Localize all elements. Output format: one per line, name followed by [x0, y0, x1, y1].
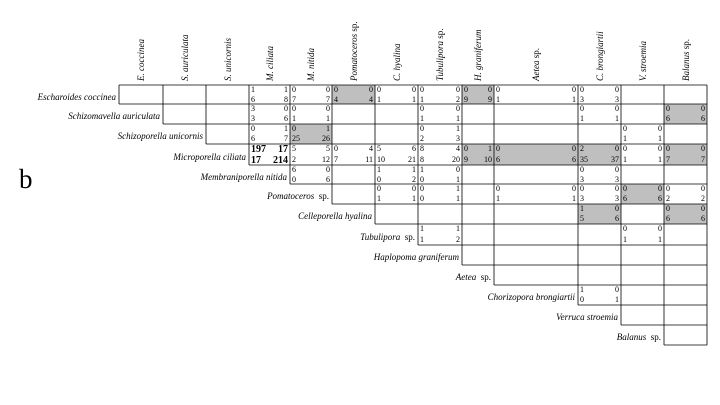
column-header — [473, 30, 483, 82]
cell-value: 1 — [456, 174, 460, 184]
cell-value: 9 — [464, 94, 468, 104]
cell-value: 6 — [572, 154, 576, 164]
cell-value: 0 — [658, 224, 662, 233]
cell-value: 0 — [292, 85, 296, 94]
column-header — [136, 39, 146, 81]
cell-value: 0 — [292, 104, 296, 113]
cell-value: 3 — [615, 194, 619, 203]
cell-value: 3 — [580, 94, 584, 104]
cell-value: 0 — [580, 85, 584, 94]
cell-value: 0 — [666, 144, 670, 153]
column-header-name: Balanus — [680, 51, 691, 81]
row-header-name: Aetea — [455, 272, 477, 282]
cell-value: 8 — [284, 94, 288, 104]
cell-value: 0 — [496, 184, 500, 193]
cell-value: 6 — [412, 144, 416, 153]
cell-value: 35 — [580, 154, 588, 164]
cell-value: 0 — [615, 165, 619, 174]
cell-value: 1 — [284, 124, 288, 133]
cell-value: 6 — [701, 214, 705, 223]
row-header-name: Chorizopora brongiartii — [487, 292, 575, 302]
cell-value: 4 — [369, 94, 373, 104]
column-header-name: S. auriculata — [179, 34, 190, 81]
row-header — [267, 191, 329, 201]
cell-value: 1 — [580, 114, 584, 123]
cell-value: 26 — [322, 134, 330, 143]
cell-value: 20 — [452, 154, 460, 164]
cell-value: 0 — [456, 104, 460, 113]
cell-value: 0 — [658, 184, 662, 193]
cell-value: 0 — [292, 124, 296, 133]
cell-value: 4 — [369, 144, 373, 153]
row-header-name: Microporella ciliata — [173, 151, 246, 162]
row-header-name: Celleporella hyalina — [298, 211, 372, 221]
column-header — [681, 39, 691, 81]
cell-value: 1 — [623, 234, 627, 244]
cell-value: 214 — [273, 154, 288, 166]
cell-value: 25 — [292, 134, 300, 143]
cell-value: 0 — [572, 85, 576, 94]
cell-value: 2 — [412, 174, 416, 184]
row-header — [201, 172, 287, 182]
cell-value: 0 — [580, 165, 584, 174]
cell-value: 0 — [572, 144, 576, 153]
cell-value: 5 — [292, 144, 296, 153]
row-header — [173, 152, 246, 162]
cell-value: 0 — [420, 174, 424, 184]
cell-value: 2 — [666, 194, 670, 203]
row-header-suffix: sp. — [400, 231, 415, 242]
column-header — [638, 41, 648, 81]
cell-value: 0 — [377, 184, 381, 193]
cell-value: 0 — [572, 184, 576, 193]
cell-value: 0 — [456, 165, 460, 174]
cell-value: 0 — [251, 124, 255, 133]
cell-value: 1 — [377, 165, 381, 174]
cell-value: 5 — [326, 144, 330, 153]
cell-value: 7 — [284, 134, 288, 143]
cell-value: 7 — [701, 154, 705, 164]
cell-value: 3 — [580, 174, 584, 184]
column-header — [435, 28, 445, 81]
cell-value: 0 — [580, 295, 584, 304]
column-header-suffix: sp. — [531, 47, 541, 61]
row-header-suffix: sp. — [646, 332, 661, 342]
cell-value: 7 — [326, 94, 330, 104]
cell-value: 0 — [658, 124, 662, 133]
cell-value: 0 — [615, 184, 619, 193]
cell-value: 0 — [701, 184, 705, 193]
cell-value: 0 — [658, 144, 662, 153]
cell-value: 5 — [377, 144, 381, 153]
cell-value: 0 — [420, 124, 424, 133]
cell-value: 0 — [615, 85, 619, 94]
cell-value: 1 — [326, 124, 330, 133]
column-header-name: Aetea — [531, 60, 541, 81]
cell-value: 2 — [292, 154, 296, 164]
cell-value: 1 — [488, 144, 492, 153]
cell-value: 7 — [334, 154, 338, 164]
cell-value: 3 — [251, 104, 255, 113]
cell-value: 0 — [615, 285, 619, 294]
cell-value: 1 — [412, 165, 416, 174]
cell-value: 6 — [666, 214, 670, 223]
cell-value: 1 — [572, 94, 576, 104]
row-header-suffix: sp. — [476, 272, 491, 282]
cell-value: 1 — [615, 295, 619, 304]
cell-value: 0 — [412, 184, 416, 193]
cell-value: 1 — [456, 114, 460, 123]
cell-value: 0 — [615, 144, 619, 153]
cell-value: 197 — [251, 144, 266, 155]
cell-value: 3 — [456, 134, 460, 143]
cell-value: 6 — [615, 214, 619, 223]
row-header — [456, 272, 491, 282]
cell-value: 0 — [284, 104, 288, 113]
cell-value: 6 — [623, 194, 627, 203]
cell-value: 0 — [377, 85, 381, 94]
cell-value: 0 — [701, 104, 705, 113]
row-header — [374, 252, 459, 262]
cell-value: 0 — [701, 204, 705, 213]
cell-value: 1 — [496, 194, 500, 203]
cell-value: 6 — [251, 94, 255, 104]
cell-value: 2 — [456, 234, 460, 244]
cell-value: 37 — [611, 154, 619, 164]
cell-value: 1 — [615, 114, 619, 123]
cell-value: 6 — [666, 114, 670, 123]
cell-value: 0 — [412, 85, 416, 94]
cell-value: 1 — [420, 224, 424, 233]
cell-value: 2 — [701, 194, 705, 203]
cell-value: 6 — [326, 174, 330, 184]
cell-value: 1 — [456, 224, 460, 233]
cell-value: 0 — [334, 144, 338, 153]
cell-value: 1 — [456, 184, 460, 193]
row-header-name: Escharoides coccinea — [37, 91, 116, 102]
column-header-name: S. unicornis — [222, 37, 233, 81]
cell-value: 0 — [488, 85, 492, 94]
cell-value: 0 — [377, 174, 381, 184]
row-header — [298, 211, 372, 221]
cell-value: 1 — [420, 234, 424, 244]
cell-value: 6 — [284, 114, 288, 123]
cell-value: 8 — [420, 144, 424, 153]
column-header — [531, 48, 541, 81]
cell-value: 17 — [251, 154, 261, 166]
cell-value: 0 — [496, 144, 500, 153]
cell-value: 9 — [464, 154, 468, 164]
row-header-name: Schizomavella auriculata — [68, 111, 160, 121]
cell-value: 6 — [658, 194, 662, 203]
row-header-name: Tubulipora — [360, 231, 401, 242]
column-header-name: Pomatoceros — [348, 33, 359, 81]
cell-value: 0 — [615, 204, 619, 213]
cell-value: 0 — [623, 144, 627, 153]
cell-value: 0 — [464, 144, 468, 153]
cell-value: 0 — [334, 85, 338, 94]
cell-value: 0 — [420, 194, 424, 203]
cell-value: 5 — [580, 214, 584, 223]
row-header-name: Verruca stroemia — [556, 312, 618, 322]
column-header — [265, 46, 275, 81]
column-header-name: C. hyalina — [391, 43, 402, 81]
column-header-suffix: sp. — [680, 38, 691, 52]
cell-value: 1 — [456, 194, 460, 203]
cell-value: 1 — [420, 165, 424, 174]
cell-value: 1 — [658, 154, 662, 164]
cell-value: 1 — [377, 194, 381, 203]
cell-value: 3 — [615, 174, 619, 184]
cell-value: 0 — [464, 85, 468, 94]
cell-value: 0 — [623, 124, 627, 133]
cell-value: 0 — [666, 104, 670, 113]
row-header — [488, 292, 575, 302]
row-header-name: Membraniporella nitida — [200, 171, 287, 182]
cell-value: 4 — [334, 94, 338, 104]
cell-value: 4 — [456, 144, 460, 153]
cell-value: 0 — [666, 184, 670, 193]
cell-value: 8 — [420, 154, 424, 164]
row-header-name: Haplopoma graniferum — [373, 252, 459, 262]
cell-value: 10 — [484, 154, 492, 164]
row-header-suffix: sp. — [314, 191, 329, 201]
column-header-name: Tubulipora — [435, 40, 445, 81]
cell-value: 3 — [580, 194, 584, 203]
column-header — [349, 21, 359, 81]
cell-value: 1 — [658, 134, 662, 143]
cell-value: 1 — [326, 114, 330, 123]
column-header-suffix: sp. — [348, 21, 359, 34]
cell-value: 1 — [420, 94, 424, 104]
cell-value: 6 — [496, 154, 500, 164]
cell-value: 10 — [377, 154, 385, 164]
cell-value: 6 — [701, 114, 705, 123]
cell-value: 0 — [580, 184, 584, 193]
column-header-name: M. ciliata — [264, 46, 275, 81]
cell-value: 7 — [292, 94, 296, 104]
column-header — [180, 35, 190, 82]
cell-value: 1 — [496, 94, 500, 104]
cell-value: 0 — [326, 85, 330, 94]
row-header-name: Schizoporella unicornis — [117, 131, 203, 141]
column-header-suffix: sp. — [435, 28, 445, 41]
panel-label: b — [19, 164, 33, 194]
cell-value: 0 — [420, 85, 424, 94]
cell-value: 1 — [580, 204, 584, 213]
cell-value: 11 — [365, 154, 373, 164]
cell-value: 1 — [412, 94, 416, 104]
cell-value: 1 — [284, 85, 288, 94]
cell-value: 0 — [369, 85, 373, 94]
cell-value: 0 — [326, 104, 330, 113]
shaded-cell — [494, 144, 578, 165]
cell-value: 1 — [623, 154, 627, 164]
cell-value: 1 — [456, 124, 460, 133]
cell-value: 2 — [580, 144, 584, 153]
cell-value: 2 — [456, 94, 460, 104]
column-header-name: H. graniferum — [473, 29, 483, 81]
cell-value: 9 — [488, 94, 492, 104]
cell-value: 1 — [412, 194, 416, 203]
row-header-name: Balanus — [616, 332, 647, 342]
cell-value: 0 — [420, 104, 424, 113]
cell-value: 1 — [420, 114, 424, 123]
cell-value: 0 — [420, 184, 424, 193]
cell-value: 0 — [456, 85, 460, 94]
row-header — [617, 332, 661, 342]
column-header — [223, 38, 233, 81]
column-header — [306, 48, 316, 81]
cell-value: 1 — [251, 85, 255, 94]
cell-value: 21 — [408, 154, 416, 164]
column-header — [392, 44, 402, 82]
cell-value: 0 — [623, 224, 627, 233]
cell-value: 6 — [251, 134, 255, 143]
column-header-name: V. stroemia — [637, 40, 648, 81]
cell-value: 2 — [420, 134, 424, 143]
row-header-name: Pomatoceros — [267, 191, 315, 201]
row-header — [118, 131, 203, 141]
cell-value: 0 — [496, 85, 500, 94]
cell-value: 1 — [623, 134, 627, 143]
cell-value: 0 — [580, 104, 584, 113]
cell-value: 1 — [292, 114, 296, 123]
cell-value: 1 — [580, 285, 584, 294]
cell-value: 12 — [322, 154, 330, 164]
cell-value: 1 — [572, 194, 576, 203]
cell-value: 0 — [615, 104, 619, 113]
row-header — [68, 111, 160, 121]
cell-value: 6 — [292, 165, 296, 174]
cell-value: 0 — [666, 204, 670, 213]
column-header-name: M. nitida — [306, 48, 316, 81]
row-header — [360, 232, 415, 242]
column-header-name: C. brongiartii — [594, 31, 605, 81]
row-header — [556, 312, 618, 322]
column-header — [595, 31, 605, 81]
cell-value: 3 — [251, 114, 255, 123]
cell-value: 17 — [278, 144, 288, 155]
cell-value: 0 — [701, 144, 705, 153]
cell-value: 0 — [623, 184, 627, 193]
row-header — [38, 92, 116, 102]
cell-value: 1 — [377, 94, 381, 104]
cell-value: 1 — [658, 234, 662, 244]
cell-value: 0 — [326, 165, 330, 174]
column-header-name: E. coccinea — [136, 39, 146, 81]
cell-value: 7 — [666, 154, 670, 164]
cell-value: 3 — [615, 94, 619, 104]
cell-value: 0 — [292, 174, 296, 184]
